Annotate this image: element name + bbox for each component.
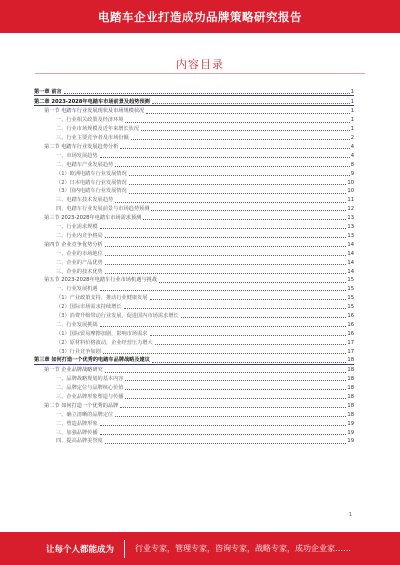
toc-heading-underline (35, 73, 365, 74)
toc-entry-label: 三、企业品牌形象塑造与传播 (56, 393, 124, 400)
toc-leader-dots (100, 425, 347, 426)
toc-leader-dots (105, 255, 347, 256)
toc-leader-dots (100, 228, 347, 229)
toc-entry-page: 9 (350, 170, 354, 177)
table-of-contents (34, 86, 354, 445)
toc-entry-page: 18 (347, 367, 354, 374)
toc-entry-label: 四、提高品牌美誉度 (56, 438, 103, 445)
toc-entry-label: 第二节 电踏车行业发展趋势分析 (44, 144, 119, 151)
toc-leader-dots (150, 335, 347, 336)
toc-entry-page: 13 (347, 224, 354, 231)
toc-entry[interactable] (34, 230, 354, 239)
toc-leader-dots (103, 353, 347, 354)
toc-entry[interactable] (34, 310, 354, 319)
toc-entry-label: 二、塑造品牌形象 (56, 420, 98, 427)
toc-entry-page: 12 (347, 206, 354, 213)
toc-entry[interactable] (34, 221, 354, 230)
toc-entry-label: 第三节 2023-2028年电踏车市场需求预测 (44, 215, 142, 222)
toc-entry-label: （3）消费升级带动行业发展，促进国内市场需求增长 (56, 312, 179, 319)
toc-entry-page: 15 (347, 277, 354, 284)
toc-entry[interactable] (34, 124, 354, 133)
toc-leader-dots (100, 290, 347, 291)
toc-entry-page: 14 (347, 241, 354, 248)
toc-entry[interactable] (34, 337, 354, 346)
toc-entry-page: 19 (347, 429, 354, 436)
toc-entry-page: 15 (347, 295, 354, 302)
toc-entry[interactable] (34, 266, 354, 275)
toc-entry[interactable] (34, 168, 354, 177)
toc-entry-label: （2）原材料价格波动，企业经营压力增大 (56, 339, 153, 346)
toc-entry[interactable] (34, 248, 354, 257)
toc-entry-label: 第三章 如何打造一个优秀的电踏车品牌战略及建议 (34, 357, 150, 364)
toc-entry[interactable] (34, 400, 354, 409)
toc-entry-label: 一、市场发展趋势 (56, 152, 98, 159)
toc-entry-page: 10 (347, 179, 354, 186)
toc-entry[interactable] (34, 328, 354, 337)
toc-leader-dots (124, 308, 347, 309)
toc-entry[interactable] (34, 346, 354, 355)
toc-leader-dots (115, 166, 350, 167)
toc-entry[interactable] (34, 106, 354, 115)
toc-entry[interactable] (34, 382, 354, 391)
toc-entry[interactable] (34, 115, 354, 124)
toc-leader-dots (181, 317, 347, 318)
toc-leader-dots (131, 139, 350, 140)
toc-leader-dots (105, 273, 347, 274)
toc-entry-label: 第四节 企业竞争优势分析 (44, 241, 103, 248)
toc-entry-page: 4 (350, 144, 354, 151)
toc-entry[interactable] (34, 186, 354, 195)
toc-entry-page: 10 (347, 188, 354, 195)
toc-entry-label: 三、行业主要竞争者及市场份额 (56, 135, 129, 142)
toc-entry-label: （3）国内电踏车行业发展情况 (56, 188, 127, 195)
toc-entry[interactable] (34, 204, 354, 213)
page-number: 1 (348, 512, 352, 518)
toc-entry-label: 二、行业市场规模及近年来增长状况 (56, 126, 140, 133)
toc-entry-label: 一、行业需求规模 (56, 224, 98, 231)
toc-entry[interactable] (34, 391, 354, 400)
toc-entry-label: 二、企业的产品优势 (56, 259, 103, 266)
toc-entry-page: 15 (347, 286, 354, 293)
toc-entry[interactable] (34, 418, 354, 427)
toc-entry-label: 一、行业相关政策及经济环境 (56, 117, 124, 124)
toc-entry-page: 14 (347, 268, 354, 275)
toc-entry-page: 13 (347, 232, 354, 239)
toc-entry-page: 18 (347, 357, 354, 364)
toc-leader-dots (105, 372, 347, 373)
toc-entry-page: 1 (350, 88, 354, 95)
toc-entry-label: （1）产业政策支持，推动行业健康发展 (56, 295, 148, 302)
toc-entry-page: 18 (347, 393, 354, 400)
toc-leader-dots (105, 264, 347, 265)
toc-leader-dots (105, 246, 347, 247)
toc-leader-dots (152, 362, 346, 363)
toc-leader-dots (129, 175, 350, 176)
toc-entry-page: 18 (347, 402, 354, 409)
toc-entry-label: 第五节 2023-2028年电踏车行业市场机遇与挑战 (44, 277, 157, 284)
toc-entry-page: 8 (350, 161, 354, 168)
toc-leader-dots (100, 157, 350, 158)
toc-entry[interactable] (34, 355, 354, 365)
toc-entry-label: 一、企业的市场地位 (56, 250, 103, 257)
toc-entry[interactable] (34, 239, 354, 248)
toc-entry[interactable] (34, 150, 354, 159)
toc-heading: 内容目录 (176, 58, 224, 71)
toc-leader-dots (100, 326, 347, 327)
toc-entry[interactable] (34, 427, 354, 436)
toc-entry-label: 四、电踏车行业发展前景与市场趋势预测 (56, 206, 150, 213)
toc-leader-dots (129, 184, 347, 185)
toc-entry-page: 14 (347, 250, 354, 257)
toc-leader-dots (125, 398, 346, 399)
toc-leader-dots (143, 219, 346, 220)
toc-entry[interactable] (34, 301, 354, 310)
toc-entry-page: 1 (350, 98, 354, 105)
toc-entry-label: 第一节 电踏车行业发展现状及市场规模状况 (44, 108, 145, 115)
toc-entry[interactable] (34, 284, 354, 293)
toc-entry[interactable] (34, 436, 354, 445)
toc-entry[interactable] (34, 159, 354, 168)
toc-entry-page: 11 (347, 197, 354, 204)
toc-entry-page: 19 (347, 420, 354, 427)
footer-bar (0, 532, 400, 565)
toc-entry-label: （2）日本电踏车行业发展情况 (56, 179, 127, 186)
toc-entry-page: 13 (347, 215, 354, 222)
toc-entry-label: 一、确立清晰的品牌定位 (56, 411, 114, 418)
toc-entry-page: 18 (347, 411, 354, 418)
toc-entry[interactable] (34, 374, 354, 383)
toc-entry-page: 16 (347, 312, 354, 319)
toc-leader-dots (105, 443, 347, 444)
toc-leader-dots (120, 148, 349, 149)
toc-entry[interactable] (34, 275, 354, 284)
toc-entry-label: （1）国际贸易摩擦加剧，影响市场需求 (56, 330, 148, 337)
toc-leader-dots (150, 299, 347, 300)
footer-divider (124, 540, 125, 558)
toc-leader-dots (120, 407, 346, 408)
toc-entry-page: 1 (350, 126, 354, 133)
toc-entry[interactable] (34, 292, 354, 301)
toc-entry-label: 三、电踏车技术发展趋势 (56, 197, 114, 204)
toc-leader-dots (125, 380, 346, 381)
report-title: 电踏车企业打造成功品牌策略研究报告 (98, 9, 302, 24)
toc-entry-page: 18 (347, 376, 354, 383)
toc-entry-page: 1 (350, 117, 354, 124)
toc-entry-label: 一、行业发展机遇 (56, 286, 98, 293)
toc-entry-label: 第一章 前言 (34, 88, 62, 95)
toc-leader-dots (141, 130, 350, 131)
toc-leader-dots (115, 416, 346, 417)
toc-entry-label: 二、电踏车产业发展趋势 (56, 161, 114, 168)
toc-leader-dots (125, 122, 349, 123)
toc-entry-label: 第二节 如何打造一个优秀的品牌 (44, 402, 119, 409)
header-bar (0, 0, 400, 33)
toc-entry-label: 三、企业的技术优势 (56, 268, 103, 275)
toc-entry-page: 18 (347, 385, 354, 392)
toc-entry[interactable] (34, 365, 354, 374)
footer-tagline: 行业专家，管理专家，咨询专家，战略专家，成功企业家…… (135, 544, 352, 553)
toc-entry-page: 19 (347, 438, 354, 445)
toc-entry[interactable] (34, 132, 354, 141)
toc-entry-label: 第二章 2023-2028年电踏车市场前景及趋势预测 (34, 98, 150, 105)
toc-leader-dots (155, 344, 347, 345)
toc-leader-dots (64, 93, 350, 94)
toc-entry-page: 1 (350, 108, 354, 115)
toc-entry-page: 15 (347, 304, 354, 311)
toc-entry-page: 4 (350, 152, 354, 159)
toc-entry-page: 14 (347, 259, 354, 266)
toc-leader-dots (159, 282, 346, 283)
toc-leader-dots (152, 103, 350, 104)
toc-leader-dots (151, 210, 346, 211)
toc-entry[interactable] (34, 86, 354, 96)
toc-leader-dots (125, 389, 346, 390)
toc-entry[interactable] (34, 195, 354, 204)
toc-entry-label: 二、行业发展挑战 (56, 321, 98, 328)
toc-entry-label: 一、品牌战略规划的基本内容 (56, 376, 124, 383)
toc-entry-page: 17 (347, 348, 354, 355)
toc-entry[interactable] (34, 409, 354, 418)
toc-entry[interactable] (34, 319, 354, 328)
toc-entry-label: （3）行业竞争加剧 (56, 348, 101, 355)
toc-entry-label: （2）国际市场需求持续增长 (56, 304, 122, 311)
toc-entry-label: 第一节 企业品牌战略研究 (44, 367, 103, 374)
toc-entry-page: 16 (347, 330, 354, 337)
footer-slogan: 让每个人都能成为 (46, 544, 115, 555)
toc-entry-label: （1）欧洲电踏车行业发展情况 (56, 170, 127, 177)
toc-leader-dots (129, 193, 347, 194)
toc-entry[interactable] (34, 141, 354, 150)
toc-leader-dots (146, 113, 349, 114)
toc-entry-label: 二、品牌定位与品牌核心价值 (56, 385, 124, 392)
toc-leader-dots (105, 237, 347, 238)
toc-entry[interactable] (34, 96, 354, 106)
toc-entry[interactable] (34, 257, 354, 266)
toc-leader-dots (100, 434, 347, 435)
toc-entry[interactable] (34, 212, 354, 221)
toc-entry-page: 2 (350, 135, 354, 142)
toc-entry-label: 二、行业内竞争格局 (56, 232, 103, 239)
toc-entry-label: 三、加强品牌传播 (56, 429, 98, 436)
toc-leader-dots (115, 202, 346, 203)
toc-entry-page: 17 (347, 339, 354, 346)
toc-entry-page: 16 (347, 321, 354, 328)
toc-entry[interactable] (34, 177, 354, 186)
